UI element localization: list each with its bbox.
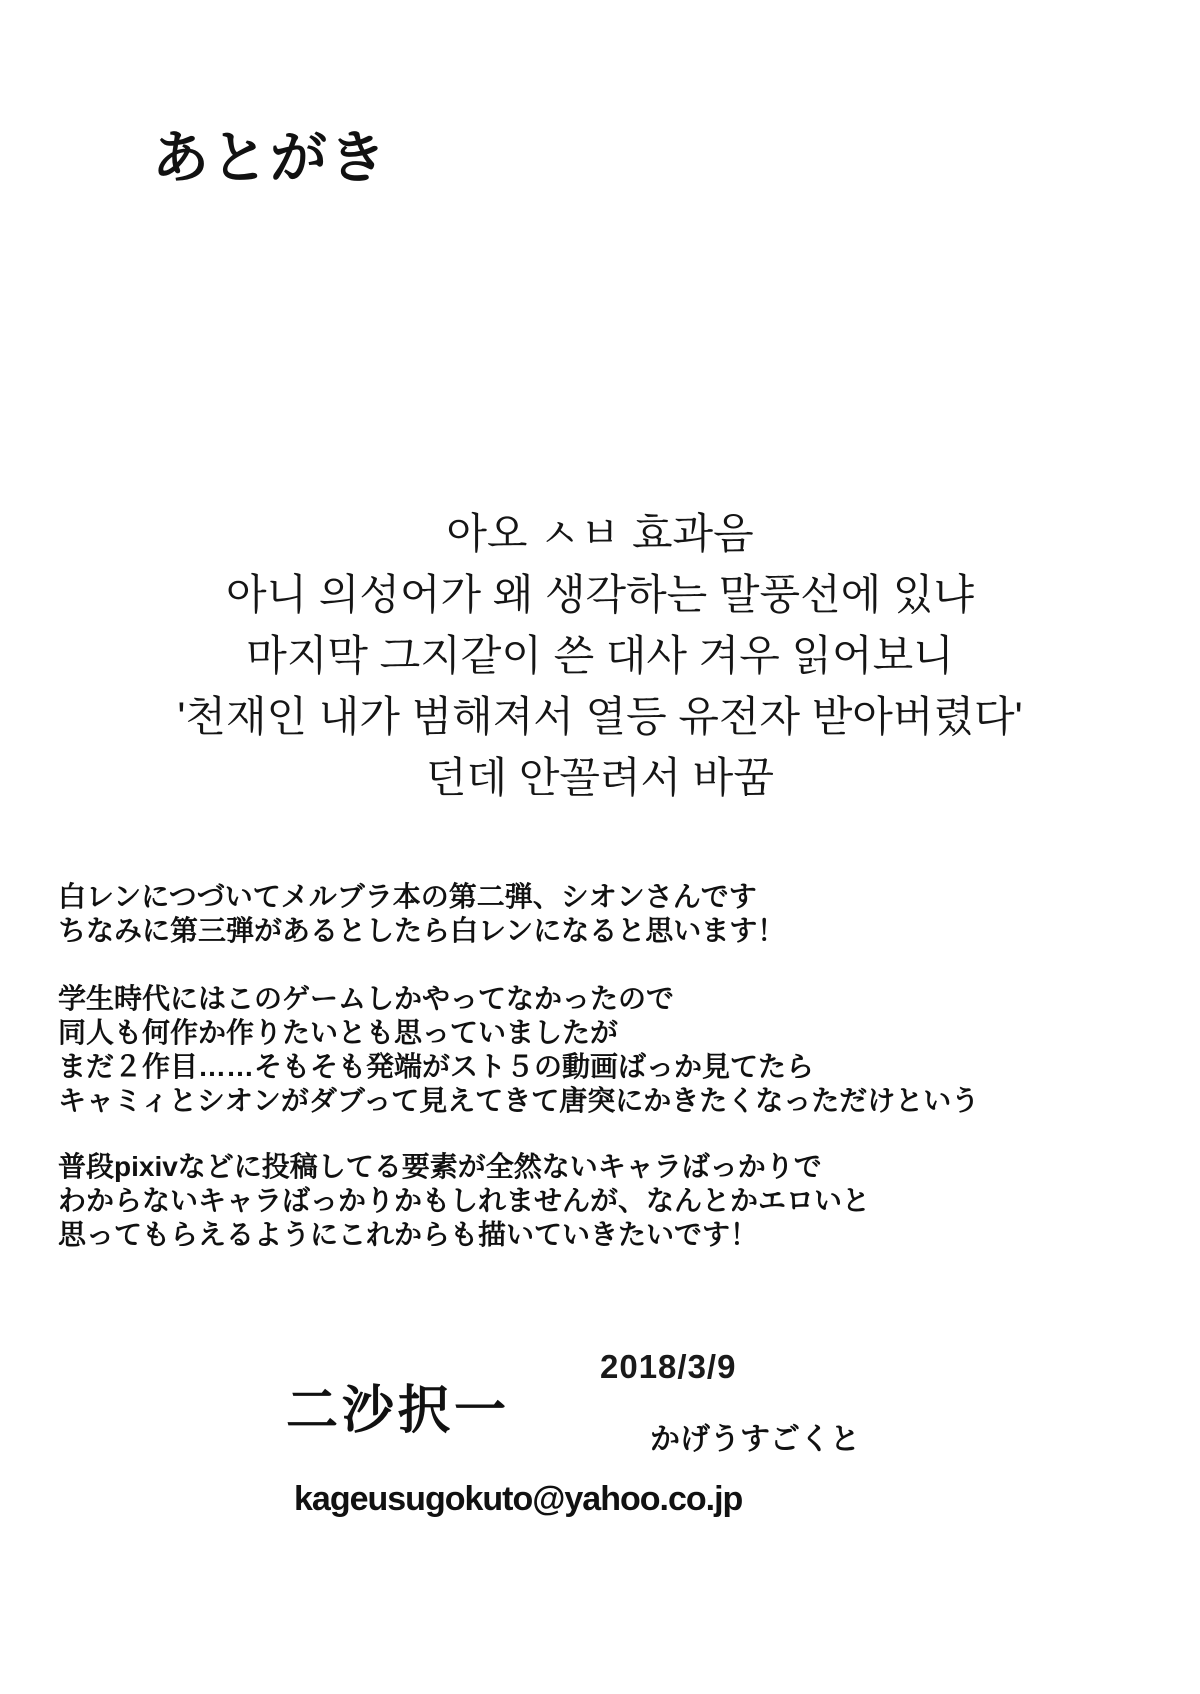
contact-email: kageusugokuto@yahoo.co.jp <box>294 1480 743 1518</box>
jp-line: わからないキャラばっかりかもしれませんが、なんとかエロいと <box>58 1185 871 1216</box>
jp-line: まだ２作目……そもそも発端がスト５の動画ばっか見てたら <box>58 1051 815 1082</box>
date-text: 2018/3/9 <box>600 1348 737 1385</box>
korean-line: 던데 안꼴려서 바꿈 <box>426 754 774 801</box>
korean-line: 마지막 그지같이 쓴 대사 겨우 읽어보니 <box>246 632 954 679</box>
jp-line: 普段pixivなどに投稿してる要素が全然ないキャラばっかりで <box>58 1151 822 1182</box>
japanese-paragraph-3 <box>58 1150 870 1252</box>
japanese-paragraph-1 <box>58 880 785 948</box>
jp-line: 白レンにつづいてメルブラ本の第二弾、シオンさんです <box>58 881 757 912</box>
pen-name: かげうすごくと <box>650 1423 860 1456</box>
jp-line: キャミィとシオンがダブって見えてきて唐突にかきたくなっただけという <box>58 1085 980 1116</box>
jp-line: 同人も何作か作りたいとも思っていましたが <box>58 1017 619 1048</box>
korean-comment-block <box>0 503 1200 808</box>
korean-line: '천재인 내가 범해져서 열등 유전자 받아버렸다' <box>177 693 1023 740</box>
jp-line: ちなみに第三弾があるとしたら白レンになると思います！ <box>58 915 786 946</box>
circle-name: 二沙択一 <box>286 1382 511 1440</box>
page-title: あとがき <box>152 126 388 190</box>
korean-line: 아니 의성어가 왜 생각하는 말풍선에 있냐 <box>225 571 975 618</box>
korean-line: 아오 ㅅㅂ 효과음 <box>446 510 754 557</box>
jp-line: 学生時代にはこのゲームしかやってなかったので <box>58 983 675 1014</box>
jp-line: 思ってもらえるようにこれからも描いていきたいです！ <box>58 1219 759 1250</box>
japanese-paragraph-2 <box>58 982 979 1118</box>
